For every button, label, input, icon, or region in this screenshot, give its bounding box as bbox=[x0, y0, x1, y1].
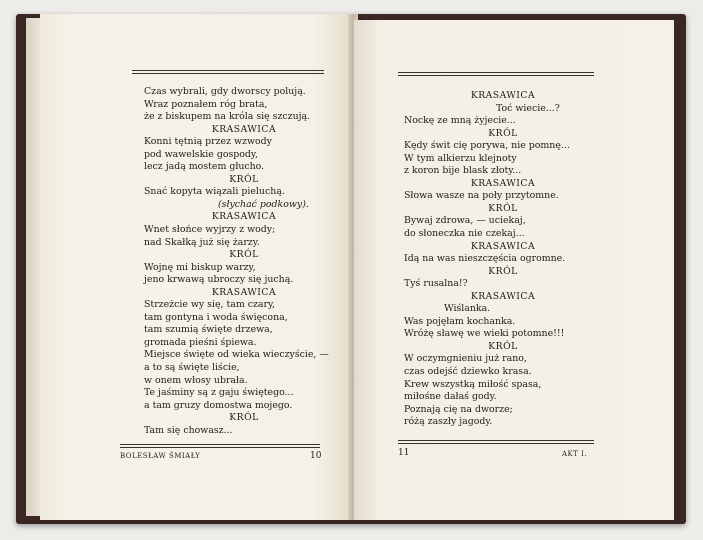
verse-line: Strzeżcie wy się, tam czary, bbox=[144, 299, 276, 311]
right-page bbox=[354, 20, 674, 520]
speaker-name: KRASAWICA bbox=[211, 286, 277, 298]
verse-line: Poznają cię na dworze; bbox=[404, 403, 513, 415]
verse-line: miłośne dałaś gody. bbox=[404, 391, 497, 403]
verse-line: Czas wybrali, gdy dworscy polują. bbox=[144, 86, 306, 97]
verse-line: Was pojęłam kochanka. bbox=[404, 315, 516, 327]
verse-line: Bywaj zdrowa, — uciekaj, bbox=[404, 215, 526, 227]
verse-line: Słowa wasze na poły przytomne. bbox=[404, 190, 559, 202]
verse-line: lecz jadą mostem głucho. bbox=[144, 161, 265, 173]
verse-line: Wróżę sławę we wieki potomne!!! bbox=[404, 328, 565, 340]
speaker-name: KRASAWICA bbox=[470, 240, 536, 252]
verse-line: do słoneczka nie czekaj... bbox=[404, 228, 525, 240]
verse-line: Kędy świt cię porywa, nie pomnę... bbox=[404, 140, 570, 152]
footer-rule bbox=[120, 444, 320, 448]
verse-line: czas odejść dziewko krasa. bbox=[404, 366, 532, 378]
verse-line: Krew wszystką miłość spasa, bbox=[404, 378, 542, 390]
speaker-name: KRÓL bbox=[229, 249, 259, 261]
speaker-name: KRASAWICA bbox=[211, 123, 277, 135]
verse-line: gromada pieśni śpiewa. bbox=[144, 336, 257, 348]
left-page bbox=[40, 14, 352, 520]
speaker-name: KRASAWICA bbox=[470, 90, 536, 101]
running-title: AKT I. bbox=[562, 450, 588, 458]
speaker-name: KRÓL bbox=[488, 265, 518, 277]
verse-line: Idą na was nieszczęścia ogromne. bbox=[404, 253, 566, 265]
verse-line: jeno krwawą ubroczy się juchą. bbox=[144, 274, 294, 286]
left-page-text bbox=[144, 86, 344, 437]
speaker-name: KRÓL bbox=[488, 340, 518, 352]
verse-line: W oczymgnieniu już rano, bbox=[404, 353, 527, 365]
speaker-name: KRÓL bbox=[229, 173, 259, 185]
verse-line: Toć wiecie...? bbox=[496, 102, 560, 114]
verse-line: Konni tętnią przez wzwody bbox=[144, 136, 272, 148]
speaker-name: KRÓL bbox=[229, 412, 259, 424]
running-title: BOLESŁAW ŚMIAŁY bbox=[120, 452, 201, 460]
page-number: 10 bbox=[310, 451, 322, 461]
header-rule bbox=[398, 72, 594, 76]
verse-line: różą zaszły jagody. bbox=[404, 416, 493, 428]
verse-line: Te jaśminy są z gaju świętego... bbox=[144, 387, 294, 399]
verse-line: że z biskupem na króla się szczują. bbox=[144, 111, 311, 123]
stage-direction: (słychać podkowy). bbox=[218, 198, 309, 210]
verse-line: tam gontyna i woda święcona, bbox=[144, 311, 288, 323]
verse-line: Wiślanka. bbox=[444, 303, 491, 315]
header-rule bbox=[132, 70, 324, 74]
verse-line: Wnet słońce wyjrzy z wody; bbox=[144, 224, 276, 236]
page-number: 11 bbox=[398, 448, 410, 458]
speaker-name: KRÓL bbox=[488, 202, 518, 214]
verse-line: Nockę ze mną żyjecie... bbox=[404, 115, 516, 127]
verse-line: a tam gruzy domostwa mojego. bbox=[144, 399, 293, 411]
verse-line: W tym alkierzu klejnoty bbox=[404, 152, 517, 164]
right-page-text bbox=[404, 90, 624, 429]
speaker-name: KRASAWICA bbox=[211, 211, 277, 223]
verse-line: pod wawelskie gospody, bbox=[144, 148, 258, 160]
verse-line: w onem włosy ubrała. bbox=[144, 374, 248, 386]
verse-line: z koron bije blask złoty... bbox=[404, 165, 522, 177]
verse-line: Tyś rusalna!? bbox=[404, 278, 468, 290]
verse-line: nad Skałką już się żarzy. bbox=[144, 236, 260, 248]
footer-rule bbox=[398, 440, 594, 444]
verse-line: Wojnę mi biskup warzy, bbox=[144, 261, 256, 273]
verse-line: a to są święte liście, bbox=[144, 362, 240, 374]
verse-line: Miejsce święte od wieka wieczyście, — bbox=[144, 349, 329, 361]
speaker-name: KRASAWICA bbox=[470, 290, 536, 302]
speaker-name: KRASAWICA bbox=[470, 177, 536, 189]
verse-line: Tam się chowasz... bbox=[144, 424, 233, 436]
speaker-name: KRÓL bbox=[488, 127, 518, 139]
verse-line: Wraz poznałem róg brata, bbox=[144, 98, 268, 110]
verse-line: Snać kopyta wiązali pieluchą. bbox=[144, 186, 285, 198]
verse-line: tam szumią święte drzewa, bbox=[144, 324, 273, 336]
